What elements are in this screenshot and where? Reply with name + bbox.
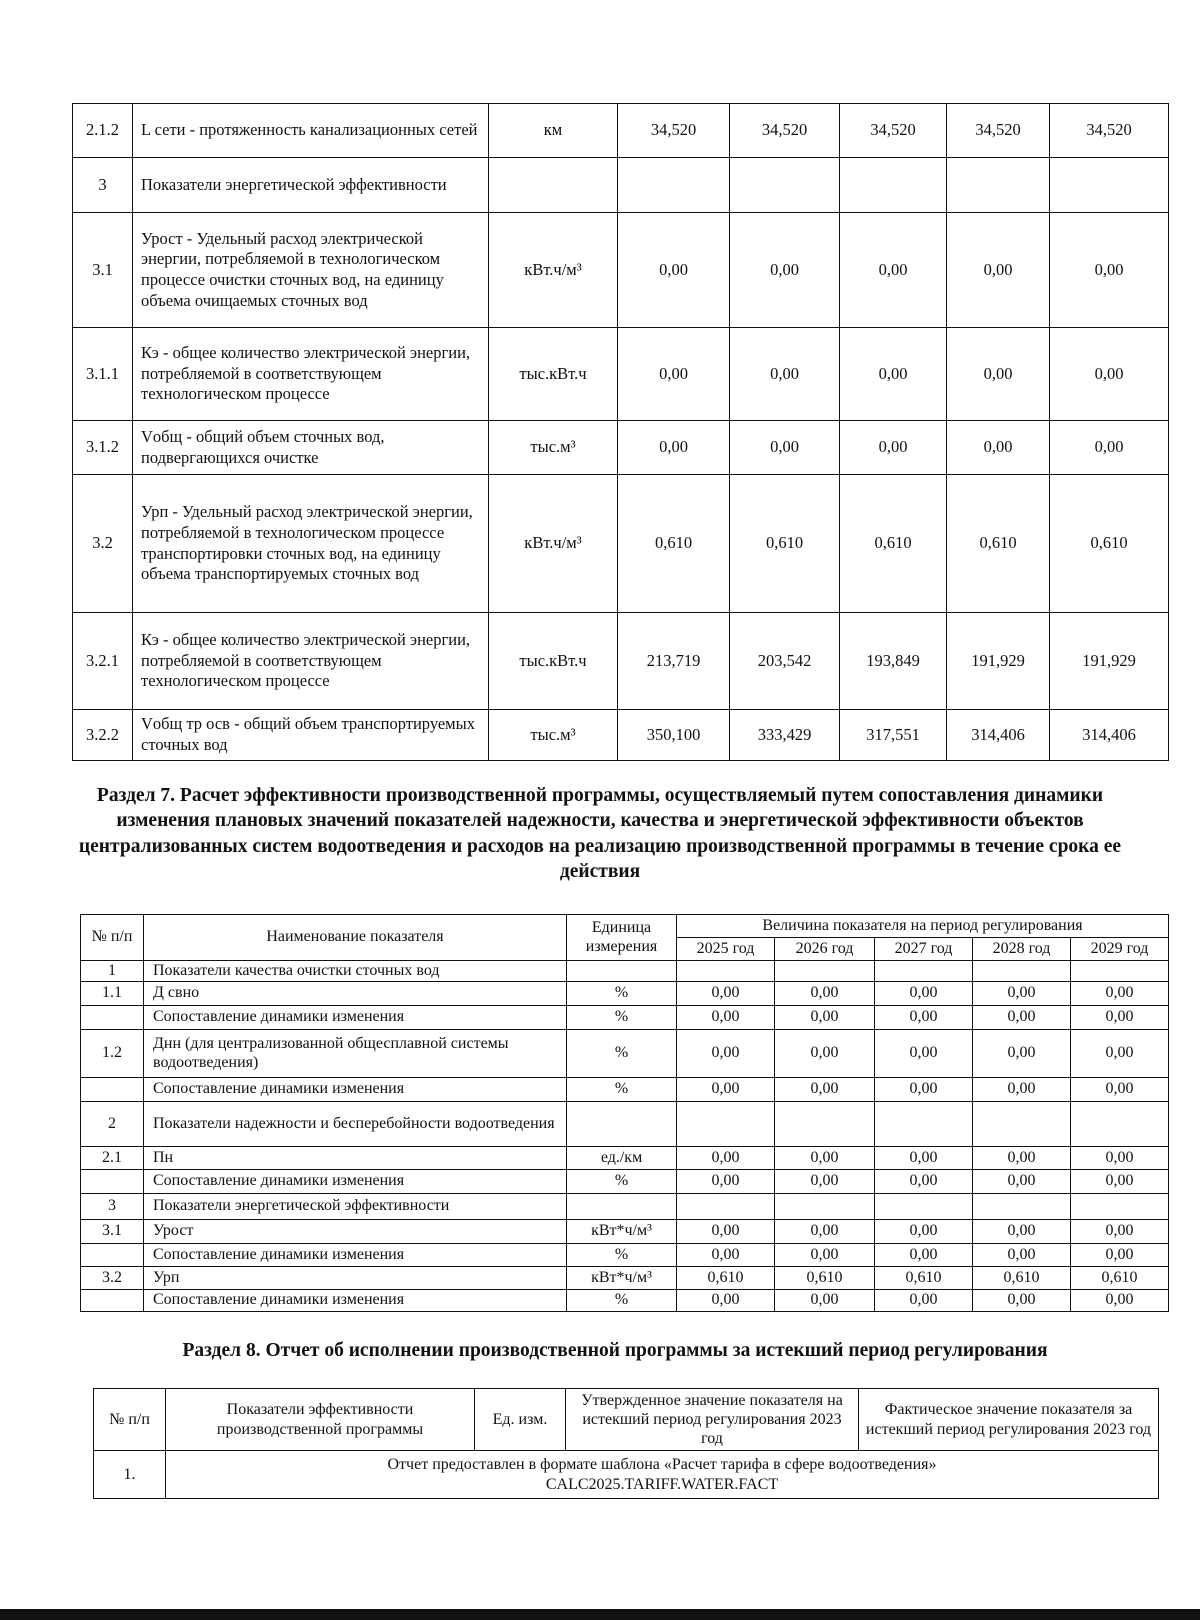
header-num: № п/п — [81, 915, 144, 961]
header-year: 2027 год — [875, 938, 973, 961]
table-row — [81, 1078, 1169, 1102]
row-name: Vобщ тр осв - общий объем транспортируемых сточных вод — [133, 710, 489, 761]
report-note — [166, 1451, 1159, 1499]
program-report-table — [93, 1388, 1159, 1499]
row-unit: % — [567, 1006, 677, 1030]
row-value: 0,00 — [973, 1244, 1071, 1267]
row-value: 0,00 — [875, 1078, 973, 1102]
row-value: 317,551 — [840, 710, 947, 761]
row-num — [81, 1170, 144, 1194]
row-value: 0,00 — [973, 1147, 1071, 1170]
row-value: 0,00 — [875, 982, 973, 1006]
row-value: 0,00 — [730, 213, 840, 328]
row-value — [775, 961, 875, 982]
table-row — [73, 328, 1169, 421]
table-row — [81, 982, 1169, 1006]
table-row — [81, 1290, 1169, 1312]
row-value: 0,610 — [1071, 1267, 1169, 1290]
row-value: 0,00 — [677, 1147, 775, 1170]
row-value — [775, 1102, 875, 1147]
row-value — [618, 158, 730, 213]
row-value: 0,00 — [618, 421, 730, 475]
row-value: 0,610 — [677, 1267, 775, 1290]
row-value: 0,00 — [840, 421, 947, 475]
row-value: 0,00 — [840, 213, 947, 328]
row-value: 0,610 — [973, 1267, 1071, 1290]
row-value: 0,00 — [947, 213, 1050, 328]
row-value — [775, 1194, 875, 1220]
row-value: 350,100 — [618, 710, 730, 761]
row-value: 0,00 — [840, 328, 947, 421]
row-unit — [567, 961, 677, 982]
row-name: Показатели энергетической эффективности — [133, 158, 489, 213]
row-unit: % — [567, 982, 677, 1006]
row-value: 0,00 — [875, 1220, 973, 1244]
row-name: Д свно — [144, 982, 567, 1006]
row-num — [81, 1006, 144, 1030]
row-value: 0,00 — [973, 1078, 1071, 1102]
scan-edge — [0, 1609, 1200, 1620]
header-year: 2026 год — [775, 938, 875, 961]
row-value: 191,929 — [947, 613, 1050, 710]
row-value: 203,542 — [730, 613, 840, 710]
row-unit: % — [567, 1290, 677, 1312]
row-value: 0,00 — [947, 421, 1050, 475]
row-value: 0,00 — [677, 1170, 775, 1194]
row-value: 0,00 — [775, 1147, 875, 1170]
row-value: 0,00 — [775, 1170, 875, 1194]
row-value: 34,520 — [1050, 104, 1169, 158]
row-value: 0,00 — [775, 1220, 875, 1244]
row-value: 0,00 — [618, 213, 730, 328]
table-row — [81, 1220, 1169, 1244]
row-value: 0,610 — [775, 1267, 875, 1290]
table-row — [81, 1006, 1169, 1030]
table-row — [73, 158, 1169, 213]
row-value: 0,610 — [840, 475, 947, 613]
row-num: 3 — [73, 158, 133, 213]
row-value: 0,610 — [618, 475, 730, 613]
row-value: 0,00 — [730, 421, 840, 475]
row-value: 34,520 — [947, 104, 1050, 158]
row-value: 0,00 — [775, 1244, 875, 1267]
row-value: 0,00 — [875, 1244, 973, 1267]
row-value: 0,610 — [947, 475, 1050, 613]
row-num: 2.1.2 — [73, 104, 133, 158]
table-row — [73, 613, 1169, 710]
row-num: 3.2 — [81, 1267, 144, 1290]
row-value — [875, 1194, 973, 1220]
row-value: 0,00 — [677, 1244, 775, 1267]
row-value: 0,00 — [947, 328, 1050, 421]
row-num — [81, 1078, 144, 1102]
table-row — [94, 1451, 1159, 1499]
row-num: 3 — [81, 1194, 144, 1220]
row-value: 0,00 — [677, 1220, 775, 1244]
header-period: Величина показателя на период регулирования — [677, 915, 1169, 938]
row-value: 193,849 — [840, 613, 947, 710]
row-value: 0,00 — [875, 1290, 973, 1312]
row-value: 0,00 — [875, 1030, 973, 1078]
row-value: 0,00 — [875, 1170, 973, 1194]
row-value — [973, 961, 1071, 982]
row-name: Урп — [144, 1267, 567, 1290]
section-8-title: Раздел 8. Отчет об исполнении производственной программы за истекший период регулирования — [182, 1340, 1048, 1361]
indicators-table-continued — [72, 103, 1169, 761]
report-note-line2: CALC2025.TARIFF.WATER.FACT — [545, 1475, 779, 1493]
row-value: 0,00 — [677, 1290, 775, 1312]
table-row — [81, 1030, 1169, 1078]
row-num: 3.2.2 — [73, 710, 133, 761]
row-num: 1.1 — [81, 982, 144, 1006]
row-name: Показатели энергетической эффективности — [144, 1194, 567, 1220]
row-value: 191,929 — [1050, 613, 1169, 710]
row-name: Кэ - общее количество электрической энергии, потребляемой в соответствующем технологическом процессе — [133, 328, 489, 421]
header-cell: Показатели эффективности производственной программы — [166, 1389, 475, 1451]
row-name: Сопоставление динамики изменения — [144, 1006, 567, 1030]
row-num: 3.2 — [73, 475, 133, 613]
row-value: 0,00 — [775, 1030, 875, 1078]
row-num: 3.1.1 — [73, 328, 133, 421]
row-name: Днн (для централизованной общесплавной системы водоотведения) — [144, 1030, 567, 1078]
row-unit: кВт*ч/м³ — [567, 1267, 677, 1290]
row-value: 0,00 — [1071, 1290, 1169, 1312]
row-value: 0,00 — [1050, 328, 1169, 421]
row-value: 0,00 — [1071, 1147, 1169, 1170]
row-value: 0,00 — [677, 982, 775, 1006]
table-row — [81, 1194, 1169, 1220]
row-value: 0,610 — [875, 1267, 973, 1290]
row-num — [81, 1244, 144, 1267]
row-unit: % — [567, 1170, 677, 1194]
row-num: 1.2 — [81, 1030, 144, 1078]
row-value: 0,00 — [775, 1290, 875, 1312]
row-value: 0,00 — [1071, 1170, 1169, 1194]
table-row — [81, 1147, 1169, 1170]
row-value: 0,00 — [618, 328, 730, 421]
table-row — [73, 710, 1169, 761]
row-name: Показатели надежности и бесперебойности водоотведения — [144, 1102, 567, 1147]
header-cell: Фактическое значение показателя за истекший период регулирования 2023 год — [859, 1389, 1159, 1451]
efficiency-calculation-table — [80, 914, 1169, 1312]
row-value: 213,719 — [618, 613, 730, 710]
row-value: 0,00 — [1071, 1078, 1169, 1102]
header-cell: № п/п — [94, 1389, 166, 1451]
row-unit: кВт*ч/м³ — [567, 1220, 677, 1244]
row-name: Сопоставление динамики изменения — [144, 1290, 567, 1312]
row-name: Показатели качества очистки сточных вод — [144, 961, 567, 982]
row-value: 0,00 — [677, 1006, 775, 1030]
row-name: Сопоставление динамики изменения — [144, 1244, 567, 1267]
row-value — [840, 158, 947, 213]
row-name: Урост - Удельный расход электрической энергии, потребляемой в технологическом процессе очистки сточных вод, на единицу объема очищаемых сточных вод — [133, 213, 489, 328]
row-num: 3.1 — [73, 213, 133, 328]
row-value: 0,00 — [875, 1006, 973, 1030]
row-value: 0,00 — [730, 328, 840, 421]
header-year: 2028 год — [973, 938, 1071, 961]
row-unit — [489, 158, 618, 213]
row-value — [973, 1194, 1071, 1220]
table-row — [81, 961, 1169, 982]
row-value — [973, 1102, 1071, 1147]
row-name: Пн — [144, 1147, 567, 1170]
header-name: Наименование показателя — [144, 915, 567, 961]
table-row — [81, 1170, 1169, 1194]
row-name: Vобщ - общий объем сточных вод, подвергающихся очистке — [133, 421, 489, 475]
row-value: 0,00 — [775, 1078, 875, 1102]
row-value — [1050, 158, 1169, 213]
row-value — [677, 1102, 775, 1147]
table-row — [73, 104, 1169, 158]
row-value: 0,00 — [973, 1170, 1071, 1194]
row-num — [81, 1290, 144, 1312]
row-value: 0,00 — [677, 1078, 775, 1102]
row-num: 1 — [81, 961, 144, 982]
row-value: 0,00 — [1071, 1030, 1169, 1078]
row-num: 2.1 — [81, 1147, 144, 1170]
row-value: 0,00 — [775, 982, 875, 1006]
row-value: 0,00 — [1071, 1244, 1169, 1267]
row-value: 0,00 — [775, 1006, 875, 1030]
row-unit: тыс.кВт.ч — [489, 613, 618, 710]
row-value: 0,610 — [730, 475, 840, 613]
row-value: 0,00 — [677, 1030, 775, 1078]
row-value: 34,520 — [730, 104, 840, 158]
row-num: 1. — [94, 1451, 166, 1499]
table-row — [73, 421, 1169, 475]
row-value — [1071, 1102, 1169, 1147]
row-value: 34,520 — [618, 104, 730, 158]
row-num: 3.1 — [81, 1220, 144, 1244]
table-row — [73, 213, 1169, 328]
row-value: 0,00 — [973, 982, 1071, 1006]
row-value — [1071, 961, 1169, 982]
row-unit — [567, 1194, 677, 1220]
row-value: 0,00 — [875, 1147, 973, 1170]
table-row — [81, 1102, 1169, 1147]
row-name: Сопоставление динамики изменения — [144, 1078, 567, 1102]
row-value — [730, 158, 840, 213]
header-unit: Единица измерения — [567, 915, 677, 961]
table-row — [81, 1244, 1169, 1267]
row-value: 0,00 — [973, 1006, 1071, 1030]
row-unit: тыс.м³ — [489, 421, 618, 475]
header-year: 2025 год — [677, 938, 775, 961]
row-unit: тыс.кВт.ч — [489, 328, 618, 421]
row-value — [677, 961, 775, 982]
row-value — [875, 961, 973, 982]
table-row — [73, 475, 1169, 613]
row-value: 333,429 — [730, 710, 840, 761]
row-value: 0,00 — [1050, 213, 1169, 328]
row-value: 0,00 — [973, 1290, 1071, 1312]
table-row — [81, 1267, 1169, 1290]
row-name: L сети - протяженность канализационных сетей — [133, 104, 489, 158]
row-value — [677, 1194, 775, 1220]
row-value: 0,00 — [1050, 421, 1169, 475]
row-name: Кэ - общее количество электрической энергии, потребляемой в соответствующем технологическом процессе — [133, 613, 489, 710]
row-unit: % — [567, 1244, 677, 1267]
report-note-line1: Отчет предоставлен в формате шаблона «Расчет тарифа в сфере водоотведения» — [387, 1456, 937, 1474]
row-value: 0,00 — [1071, 982, 1169, 1006]
row-value — [1071, 1194, 1169, 1220]
row-unit: км — [489, 104, 618, 158]
row-unit — [567, 1102, 677, 1147]
row-name: Сопоставление динамики изменения — [144, 1170, 567, 1194]
row-num: 3.2.1 — [73, 613, 133, 710]
row-value: 0,00 — [1071, 1220, 1169, 1244]
row-unit: % — [567, 1030, 677, 1078]
row-value: 314,406 — [947, 710, 1050, 761]
row-name: Урп - Удельный расход электрической энергии, потребляемой в технологическом процессе транспортировки сточных вод, на единицу объема транспортируемых сточных вод — [133, 475, 489, 613]
section-7-title: Раздел 7. Расчет эффективности производственной программы, осуществляемый путем сопоставления динамики изменения плановых значений показателей надежности, качества и энергетической эффективности объектов централизованных систем водоотведения и расходов на реализацию производственной программы в течение срока ее действия — [78, 785, 1122, 883]
row-value: 0,00 — [973, 1030, 1071, 1078]
header-year: 2029 год — [1071, 938, 1169, 961]
row-value: 0,00 — [1071, 1006, 1169, 1030]
row-num: 2 — [81, 1102, 144, 1147]
row-value — [947, 158, 1050, 213]
header-cell: Утвержденное значение показателя на истекший период регулирования 2023 год — [566, 1389, 859, 1451]
row-value: 0,00 — [973, 1220, 1071, 1244]
row-value: 34,520 — [840, 104, 947, 158]
row-unit: % — [567, 1078, 677, 1102]
row-value: 0,610 — [1050, 475, 1169, 613]
row-unit: кВт.ч/м³ — [489, 213, 618, 328]
row-value — [875, 1102, 973, 1147]
header-cell: Ед. изм. — [475, 1389, 566, 1451]
row-num: 3.1.2 — [73, 421, 133, 475]
row-unit: кВт.ч/м³ — [489, 475, 618, 613]
row-value: 314,406 — [1050, 710, 1169, 761]
row-unit: ед./км — [567, 1147, 677, 1170]
row-name: Урост — [144, 1220, 567, 1244]
row-unit: тыс.м³ — [489, 710, 618, 761]
